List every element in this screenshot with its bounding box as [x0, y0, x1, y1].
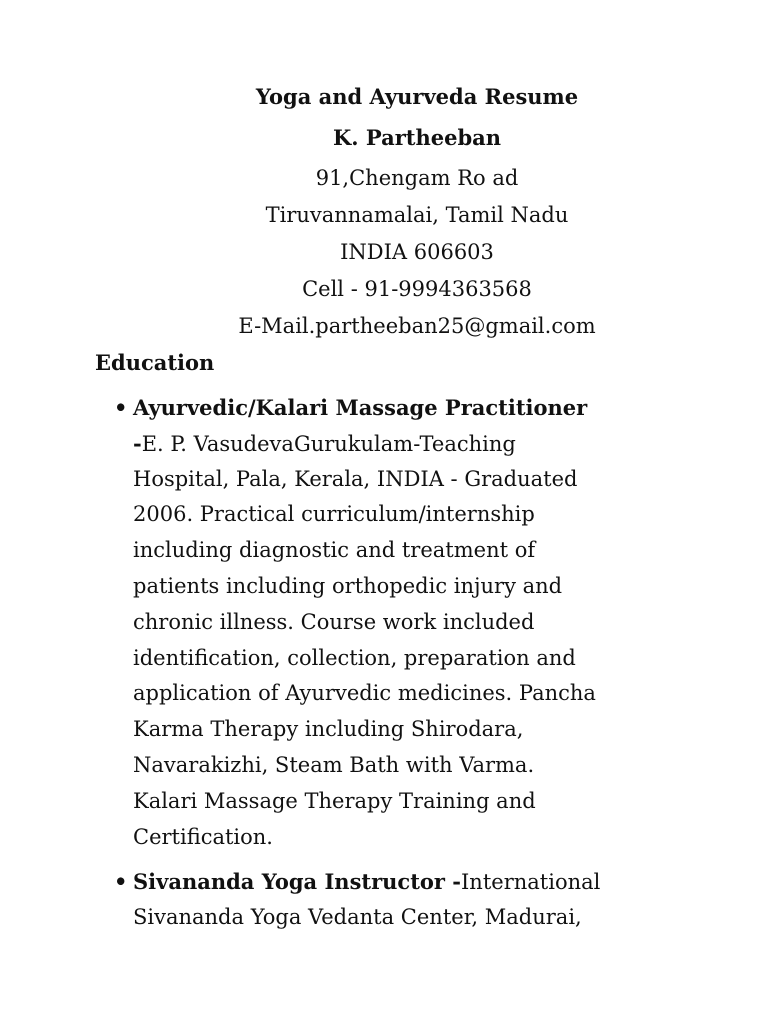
- education-item-ayurvedic: [0, 390, 693, 855]
- item-line: 2006. Practical curriculum/internship: [133, 502, 535, 527]
- item-title: Ayurvedic/Kalari Massage Practitioner: [133, 395, 588, 420]
- education-item-sivananda: [0, 864, 693, 936]
- item-title-line: [133, 864, 693, 900]
- item-line: [133, 426, 693, 462]
- item-title: Sivananda Yoga Instructor: [133, 869, 445, 895]
- item-line: chronic illness. Course work included: [133, 609, 535, 634]
- item-line: Sivananda Yoga Vedanta Center, Madurai,: [133, 905, 582, 930]
- item-line: Kalari Massage Therapy Training and: [133, 788, 536, 813]
- resume-header: [0, 78, 768, 345]
- address-street: 91,Chengam Ro ad: [315, 166, 519, 190]
- address-country: INDIA 606603: [340, 240, 494, 264]
- item-line: patients including orthopedic injury and: [133, 573, 563, 598]
- item-separator: -: [133, 430, 142, 456]
- bullet-icon: •: [114, 395, 128, 420]
- applicant-name: K. Partheeban: [332, 125, 502, 150]
- contact-email: E-Mail.partheeban25@gmail.com: [238, 314, 596, 338]
- bullet-icon: •: [114, 869, 128, 895]
- education-list: [0, 390, 768, 936]
- contact-phone: Cell - 91-9994363568: [302, 277, 532, 301]
- item-line: Navarakizhi, Steam Bath with Varma.: [133, 752, 535, 777]
- item-title-line: [133, 390, 693, 426]
- document-title: Yoga and Ayurveda Resume: [255, 84, 579, 109]
- education-heading: Education: [95, 350, 215, 375]
- item-line: Hospital, Pala, Kerala, INDIA - Graduated: [133, 466, 578, 491]
- item-separator: -: [444, 869, 462, 895]
- item-line: Certification.: [133, 824, 273, 849]
- item-line: identification, collection, preparation and: [133, 645, 576, 670]
- item-line: Karma Therapy including Shirodara,: [133, 717, 524, 742]
- address-city: Tiruvannamalai, Tamil Nadu: [265, 203, 569, 227]
- item-line-text: International: [461, 870, 601, 895]
- item-line: application of Ayurvedic medicines. Pancha: [133, 681, 596, 706]
- item-line-text: E. P. VasudevaGurukulam-Teaching: [141, 431, 516, 456]
- item-line: including diagnostic and treatment of: [133, 538, 536, 563]
